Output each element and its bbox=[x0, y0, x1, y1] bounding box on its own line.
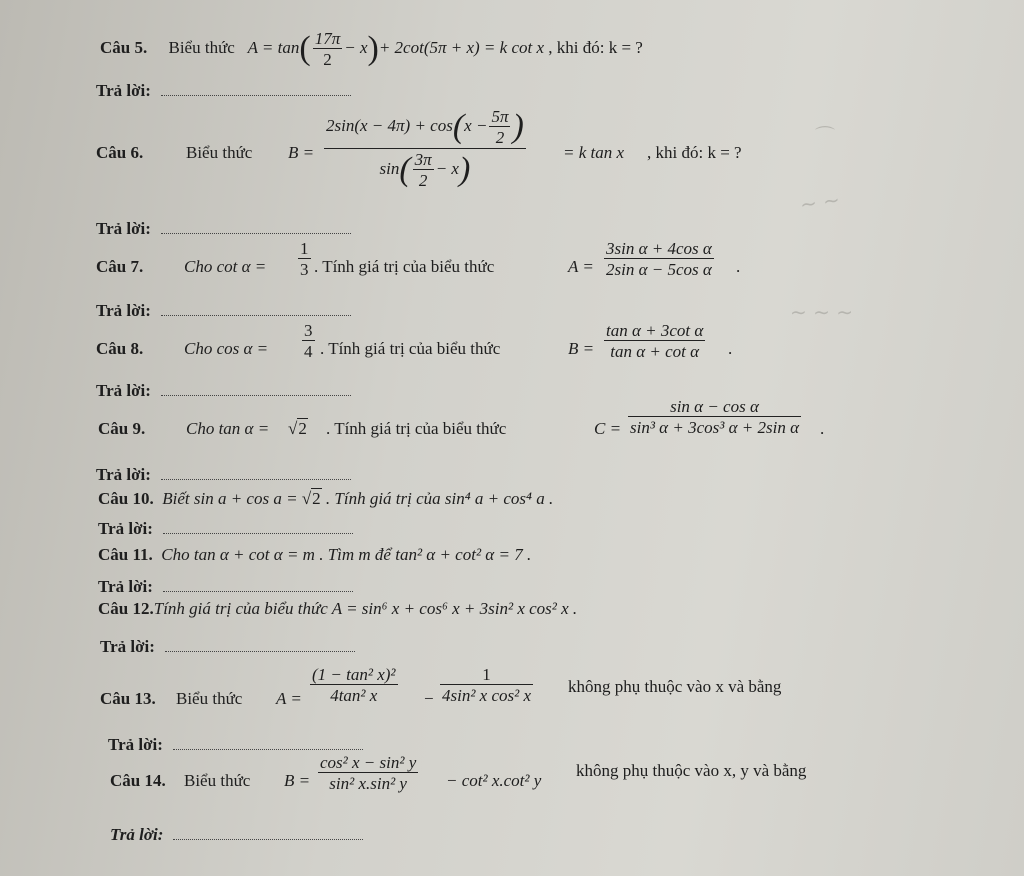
q7-fraction: $\frac{\text{3sin α + 4cos α}}{\text{2sin α − 5cos α}}$ bbox=[606, 239, 712, 279]
q5-fraction: $\frac{17\pi}{2}$ bbox=[314, 29, 341, 69]
answer-5: Trả lời: bbox=[96, 82, 351, 99]
answer-13-blank[interactable] bbox=[173, 748, 363, 750]
answer-14-blank[interactable] bbox=[173, 838, 363, 840]
q13-fraction-2: $\frac{1}{\text{4sin² x cos² x}}$ bbox=[442, 665, 532, 705]
answer-8: Trả lời: bbox=[96, 382, 351, 399]
pencil-mark-3: ∼ ∼ ∼ bbox=[790, 300, 853, 324]
answer-10-blank[interactable] bbox=[163, 532, 353, 534]
answer-11-blank[interactable] bbox=[163, 590, 353, 592]
pencil-mark-1: ⌒ bbox=[815, 124, 835, 148]
answer-7: Trả lời: bbox=[96, 302, 351, 319]
answer-11: Trả lời: bbox=[98, 578, 353, 595]
q8-given-fraction: $\frac{3}{4}$ bbox=[304, 321, 313, 361]
answer-9: Trả lời: bbox=[96, 466, 351, 483]
q13-fraction-1: $\frac{\text{(1 − tan² x)²}}{\text{4tan² x}}$ bbox=[312, 665, 396, 705]
answer-12-blank[interactable] bbox=[165, 650, 355, 652]
question-12: Câu 12.Tính giá trị của biểu thức A = sin⁶ x + cos⁶ x + 3sin² x cos² x . bbox=[98, 599, 578, 618]
q8-fraction: $\frac{\text{tan α + 3cot α}}{\text{tan α + cot α}}$ bbox=[606, 321, 704, 361]
answer-5-blank[interactable] bbox=[161, 94, 351, 96]
answer-12: Trả lời: bbox=[100, 638, 355, 655]
pencil-mark-2: ∼ ∼ bbox=[798, 187, 842, 217]
q9-fraction: $\frac{\text{sin α − cos α}}{\text{sin³ α + 3cos³ α + 2sin α}}$ bbox=[630, 397, 799, 437]
q7-given-fraction: $\frac{1}{3}$ bbox=[300, 239, 309, 279]
answer-10: Trả lời: bbox=[98, 520, 353, 537]
question-10: Câu 10. Biết sin a + cos a = √2 . Tính giá trị của sin⁴ a + cos⁴ a . bbox=[98, 489, 554, 508]
answer-8-blank[interactable] bbox=[161, 394, 351, 396]
q14-fraction: $\frac{\text{cos² x − sin² y}}{\text{sin² x.sin² y}}$ bbox=[320, 753, 417, 793]
q6-fraction: 2sin(x − 4π) + cos(x − $\frac{5\pi}{2}$ ) sin( $\frac{3\pi}{2}$ − x) bbox=[326, 107, 524, 190]
answer-6-blank[interactable] bbox=[161, 232, 351, 234]
answer-13: Trả lời: bbox=[108, 736, 363, 753]
question-5: Câu 5. Biểu thức A = tan( $\frac{17\pi}{2}$ − x)+ 2cot(5π + x) = k cot x , khi đó: k = ? bbox=[100, 29, 643, 69]
question-11: Câu 11. Cho tan α + cot α = m . Tìm m để tan² α + cot² α = 7 . bbox=[98, 545, 532, 564]
answer-9-blank[interactable] bbox=[161, 478, 351, 480]
answer-7-blank[interactable] bbox=[161, 314, 351, 316]
answer-14: Trả lời: bbox=[110, 826, 363, 843]
answer-6: Trả lời: bbox=[96, 220, 351, 237]
